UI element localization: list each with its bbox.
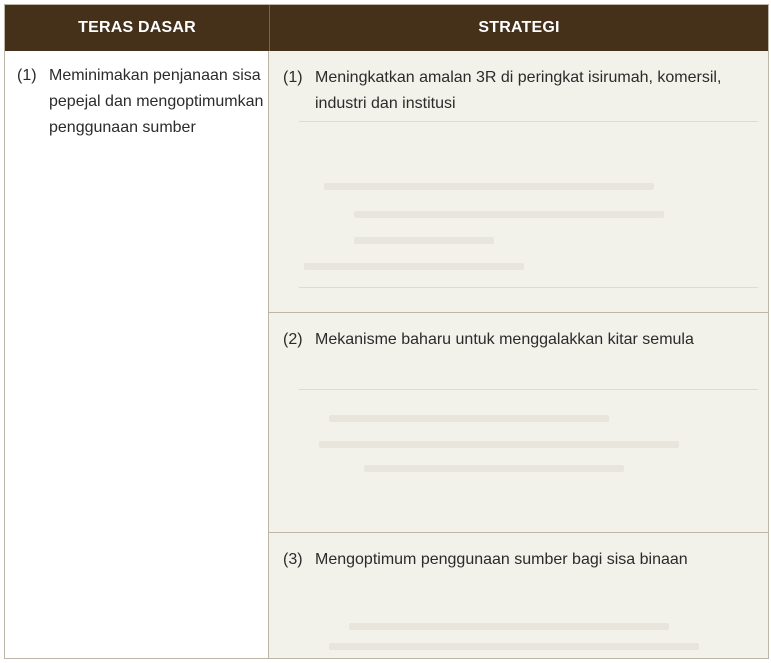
- scan-artifact: [304, 263, 524, 270]
- strategi-item-text: Mengoptimum penggunaan sumber bagi sisa binaan: [315, 551, 688, 568]
- scan-artifact: [299, 287, 758, 288]
- scan-artifact: [319, 441, 679, 448]
- scan-artifact: [329, 643, 699, 650]
- scan-artifact: [354, 237, 494, 244]
- strategi-item-2: [283, 327, 750, 353]
- scan-artifact: [364, 465, 624, 472]
- strategi-cell-1: [269, 51, 768, 313]
- header-teras-dasar: TERAS DASAR: [5, 5, 270, 51]
- strategi-item-number: (1): [283, 69, 303, 86]
- teras-item-text: Meminimakan penjanaan sisa pepejal dan mengoptimumkan penggunaan sumber: [49, 67, 264, 136]
- scan-artifact: [329, 415, 609, 422]
- teras-item-1: [17, 63, 265, 141]
- header-strategi: STRATEGI: [478, 19, 560, 36]
- table-header: [5, 5, 768, 51]
- strategi-item-text: Mekanisme baharu untuk menggalakkan kitar semula: [315, 331, 694, 348]
- strategi-item-number: (2): [283, 331, 303, 348]
- strategi-column: [269, 51, 768, 658]
- strategy-table: [4, 4, 769, 659]
- scan-artifact: [354, 211, 664, 218]
- teras-dasar-column: [5, 51, 269, 658]
- strategi-item-number: (3): [283, 551, 303, 568]
- teras-item-number: (1): [17, 67, 37, 84]
- strategi-cell-3: [269, 533, 768, 658]
- scan-artifact: [299, 121, 758, 122]
- strategi-item-3: [283, 547, 750, 573]
- scan-artifact: [299, 389, 758, 390]
- scan-artifact: [324, 183, 654, 190]
- strategi-item-text: Meningkatkan amalan 3R di peringkat isirumah, komersil, industri dan institusi: [315, 69, 722, 112]
- strategi-cell-2: [269, 313, 768, 533]
- strategi-item-1: [283, 65, 750, 117]
- scan-artifact: [349, 623, 669, 630]
